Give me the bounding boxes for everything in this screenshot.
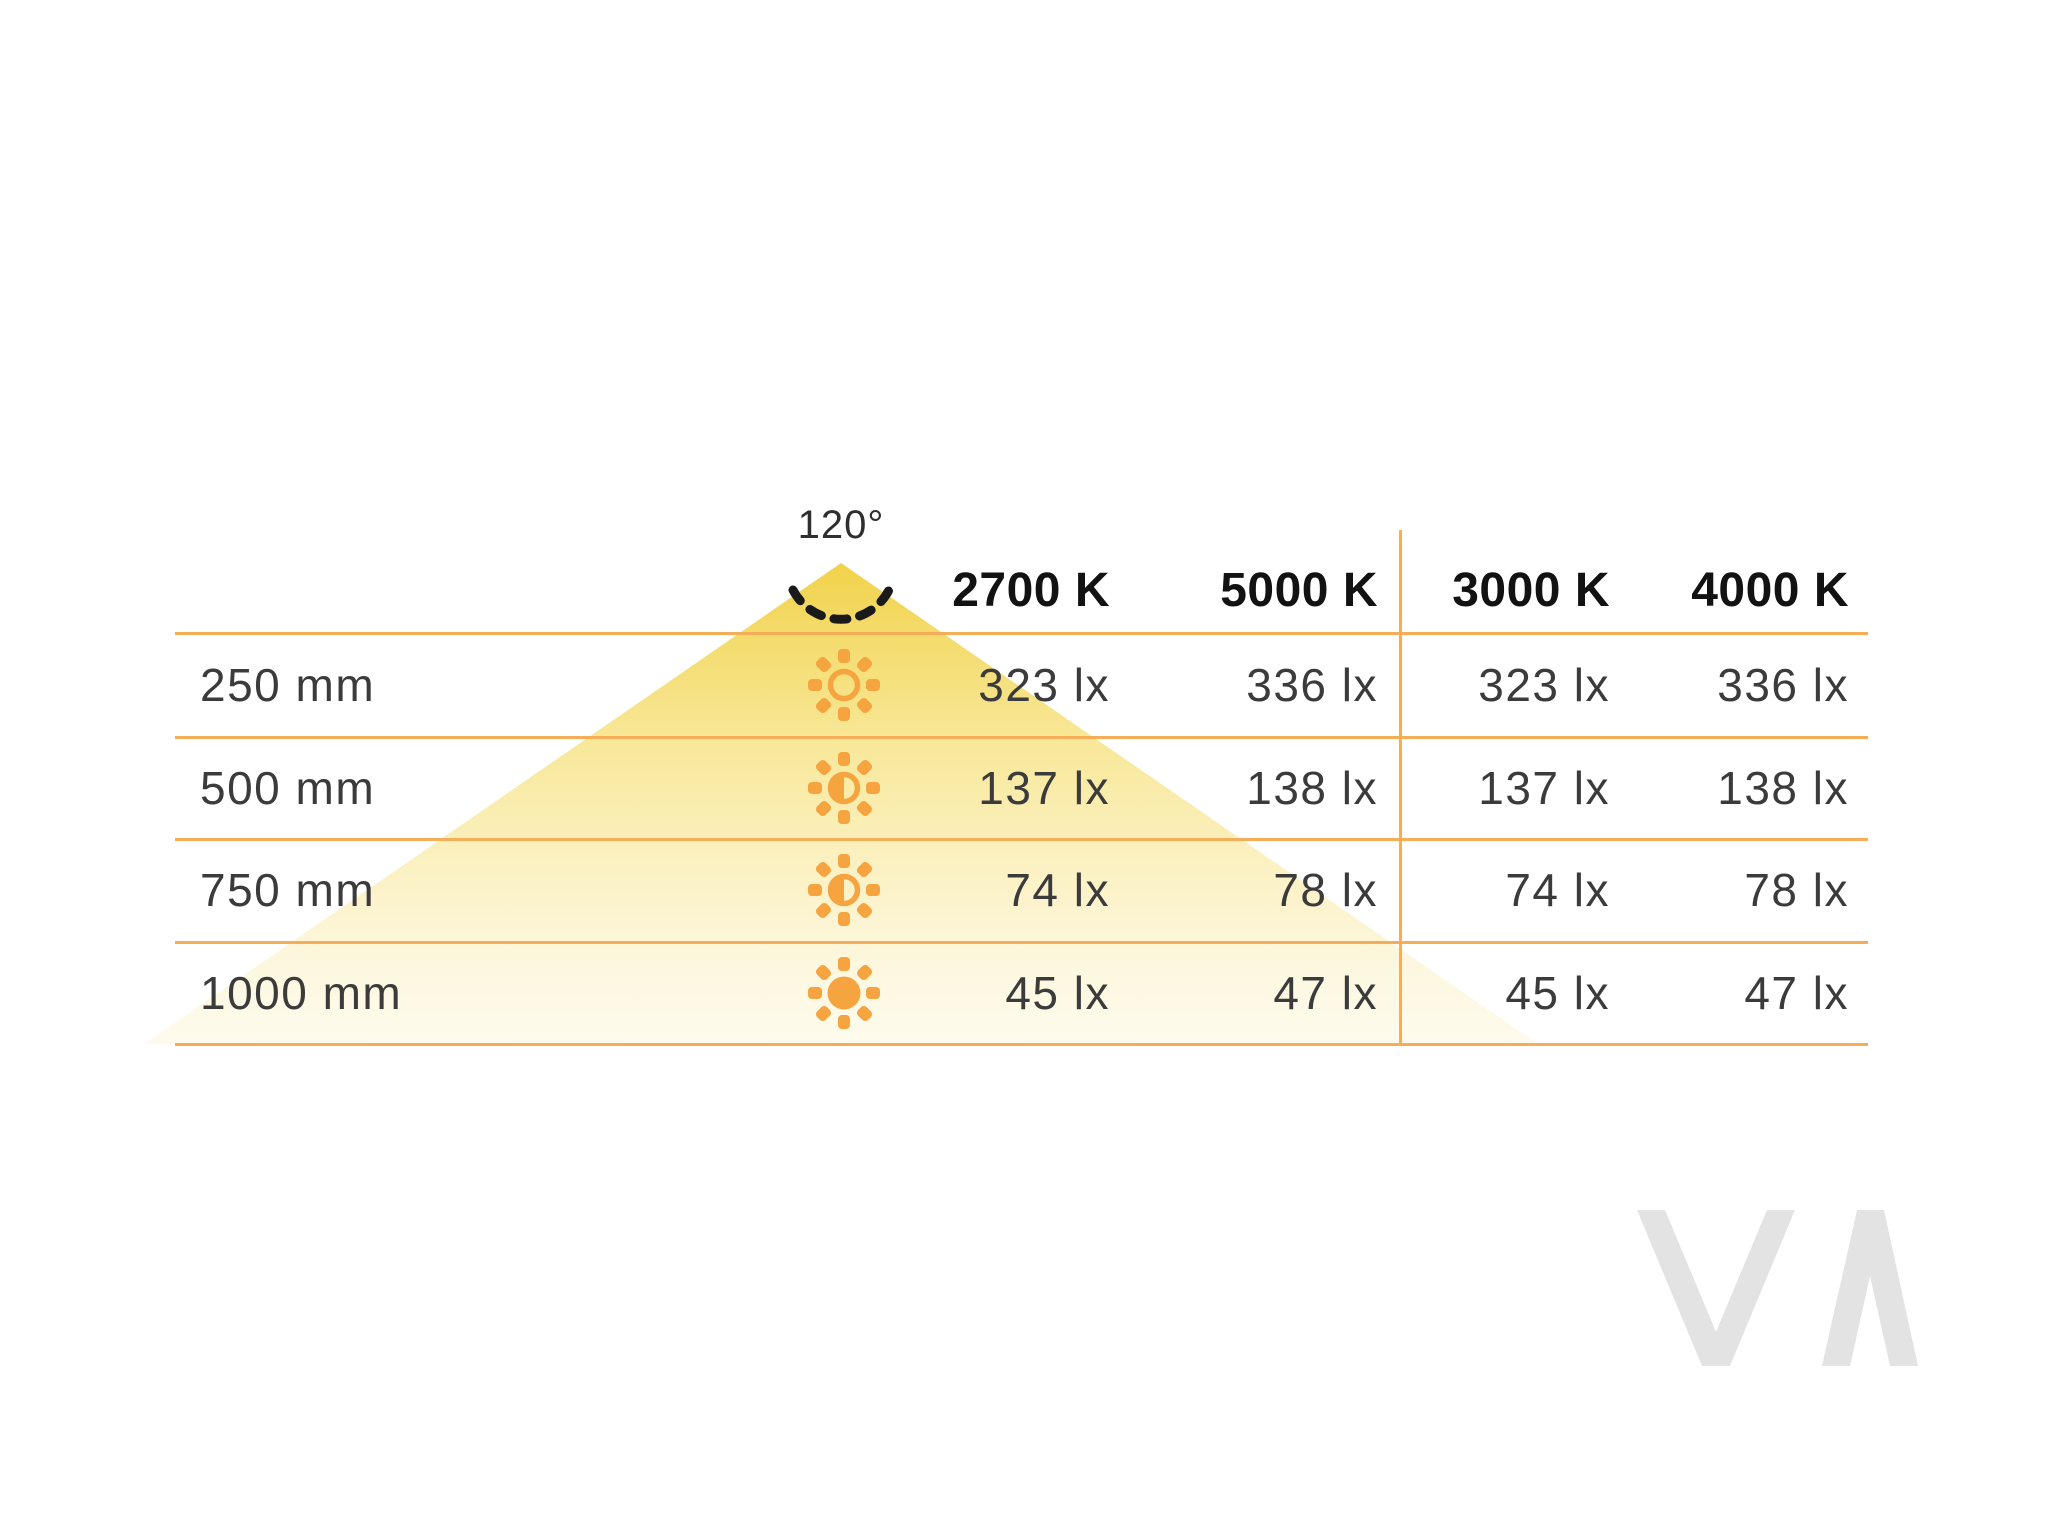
lux-value: 137 lx bbox=[1478, 762, 1610, 814]
distance-label: 1000 mm bbox=[200, 967, 403, 1019]
lux-value: 47 lx bbox=[1273, 967, 1378, 1019]
column-header-2700k: 2700 K bbox=[952, 564, 1110, 617]
column-header-3000k: 3000 K bbox=[1452, 564, 1610, 617]
column-header-5000k: 5000 K bbox=[1220, 564, 1378, 617]
sun-half-icon bbox=[806, 750, 882, 826]
column-header-4000k: 4000 K bbox=[1691, 564, 1849, 617]
lux-value: 74 lx bbox=[1005, 864, 1110, 916]
lux-value: 323 lx bbox=[1478, 659, 1610, 711]
sun-outline-icon bbox=[806, 647, 882, 723]
distance-label: 250 mm bbox=[200, 659, 376, 711]
lux-value: 78 lx bbox=[1744, 864, 1849, 916]
lux-value: 138 lx bbox=[1246, 762, 1378, 814]
lux-value: 45 lx bbox=[1505, 967, 1610, 1019]
distance-label: 750 mm bbox=[200, 864, 376, 916]
lux-value: 138 lx bbox=[1717, 762, 1849, 814]
beam-angle-label: 120° bbox=[797, 503, 885, 547]
lux-value: 78 lx bbox=[1273, 864, 1378, 916]
lux-value: 45 lx bbox=[1005, 967, 1110, 1019]
lux-value: 74 lx bbox=[1505, 864, 1610, 916]
lux-value: 47 lx bbox=[1744, 967, 1849, 1019]
lux-value: 323 lx bbox=[978, 659, 1110, 711]
va-logo bbox=[1637, 1210, 1919, 1366]
distance-label: 500 mm bbox=[200, 762, 376, 814]
sun-half-icon bbox=[806, 852, 882, 928]
sun-full-icon bbox=[806, 955, 882, 1031]
lux-value: 336 lx bbox=[1717, 659, 1849, 711]
lux-value: 336 lx bbox=[1246, 659, 1378, 711]
lux-value: 137 lx bbox=[978, 762, 1110, 814]
